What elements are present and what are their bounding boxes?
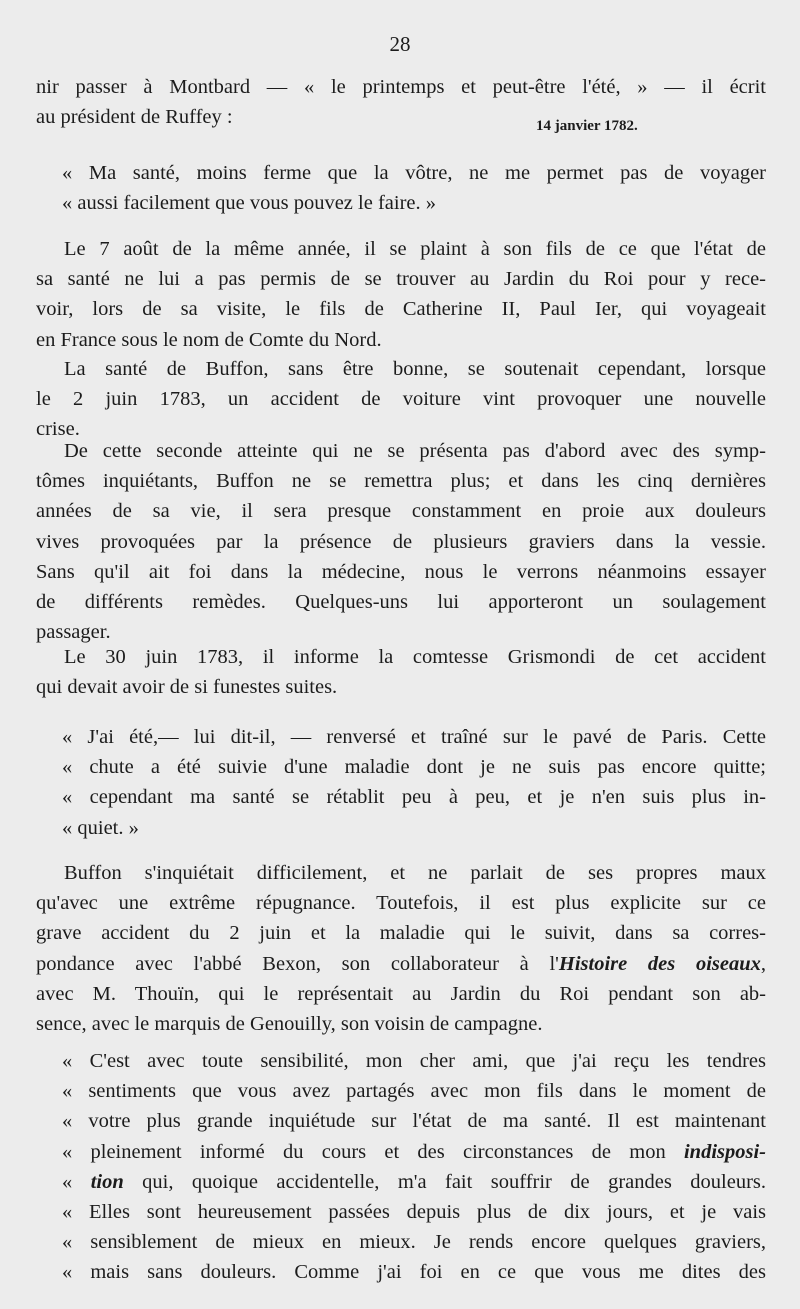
text-line: qu'avec une extrême répugnance. Toutefois, il est plus explicite sur ce (36, 892, 766, 915)
paragraph-aout (36, 234, 766, 355)
text-line: « chute a été suivie d'une maladie dont je ne suis pas encore quitte; (62, 756, 766, 779)
text-line: « votre plus grande inquiétude sur l'état de ma santé. Il est maintenant (62, 1110, 766, 1133)
text-line: passager. (36, 621, 111, 644)
book-title: Histoire des oiseaux (558, 952, 761, 975)
italic-word: indisposi- (683, 1140, 766, 1163)
text-span: « pleinement informé du cours et des circonstances de mon (62, 1140, 684, 1163)
text-line: « quiet. » (62, 816, 139, 839)
text-span: , (760, 952, 766, 975)
quote-grismondi (36, 722, 766, 843)
text-line (36, 949, 766, 979)
text-line: tômes inquiétants, Buffon ne se remettra plus; et dans les cinq dernières (36, 470, 766, 493)
text-line: « sentiments que vous avez partagés avec mon fils dans le moment de (62, 1080, 766, 1103)
text-line: « Ma santé, moins ferme que la vôtre, ne me permet pas de voyager (62, 162, 766, 184)
text-line: « C'est avec toute sensibilité, mon cher ami, que j'ai reçu les tendres (62, 1050, 766, 1072)
text-line: grave accident du 2 juin et la maladie qui le suivit, dans sa corres- (36, 922, 766, 945)
intro-paragraph (36, 72, 766, 132)
page-number: 28 (389, 32, 411, 56)
text-line: « mais sans douleurs. Comme j'ai foi en ce que vous me dites des (62, 1261, 766, 1284)
text-line: au président de Ruffey : (36, 106, 233, 129)
text-line: nir passer à Montbard — « le printemps et peut-être l'été, » — il écrit (36, 76, 766, 98)
text-line: voir, lors de sa visite, le fils de Catherine II, Paul Ier, qui voyageait (36, 298, 766, 321)
text-line: De cette seconde atteinte qui ne se présenta pas d'abord avec des symp- (64, 440, 766, 462)
text-line: crise. (36, 418, 80, 441)
text-line: Sans qu'il ait foi dans la médecine, nous le verrons néanmoins essayer (36, 560, 766, 583)
text-line (36, 1167, 766, 1197)
text-line: de différents remèdes. Quelques-uns lui apporteront un soulagement (36, 591, 766, 614)
text-line: avec M. Thouïn, qui le représentait au Jardin du Roi pendant son ab- (36, 982, 766, 1005)
text-span: « (62, 1170, 91, 1193)
paragraph-atteinte (36, 436, 766, 647)
text-line: vives provoquées par la présence de plusieurs graviers dans la vessie. (36, 530, 766, 553)
text-line: « Elles sont heureusement passées depuis plus de dix jours, et je vais (62, 1201, 766, 1224)
text-line: Buffon s'inquiétait difficilement, et ne parlait de ses propres maux (64, 862, 766, 884)
text-line: « cependant ma santé se rétablit peu à peu, et je n'en suis plus in- (62, 786, 766, 809)
text-line: sence, avec le marquis de Genouilly, son voisin de campagne. (36, 1013, 543, 1036)
letter-date: 14 janvier 1782. (536, 118, 638, 134)
text-span: qui, quoique accidentelle, m'a fait souffrir de grandes douleurs. (123, 1170, 766, 1193)
text-line: « sensiblement de mieux en mieux. Je rends encore quelques graviers, (62, 1231, 766, 1254)
text-line: Le 7 août de la même année, il se plaint à son fils de ce que l'état de (64, 238, 766, 260)
text-line: en France sous le nom de Comte du Nord. (36, 328, 382, 351)
quote-ruffey (36, 158, 766, 218)
text-line: le 2 juin 1783, un accident de voiture vint provoquer une nouvelle (36, 388, 766, 411)
text-line (36, 1137, 766, 1167)
paragraph-sante (36, 354, 766, 445)
text-line: Le 30 juin 1783, il informe la comtesse Grismondi de cet accident (64, 646, 766, 668)
text-line: La santé de Buffon, sans être bonne, se soutenait cependant, lorsque (64, 358, 766, 380)
quote-lettre (36, 1046, 766, 1288)
text-line: « J'ai été,— lui dit-il, — renversé et traîné sur le pavé de Paris. Cette (62, 726, 766, 748)
italic-word: tion (90, 1170, 124, 1193)
text-line: sa santé ne lui a pas permis de se trouver au Jardin du Roi pour y rece- (36, 268, 766, 291)
text-span: pondance avec l'abbé Bexon, son collaborateur à l' (36, 952, 559, 975)
paragraph-grismondi (36, 642, 766, 702)
text-line: années de sa vie, il sera presque constamment en proie aux douleurs (36, 500, 766, 523)
paragraph-correspondance (36, 858, 766, 1039)
text-line: qui devait avoir de si funestes suites. (36, 676, 338, 699)
text-line: « aussi facilement que vous pouvez le faire. » (62, 192, 436, 215)
